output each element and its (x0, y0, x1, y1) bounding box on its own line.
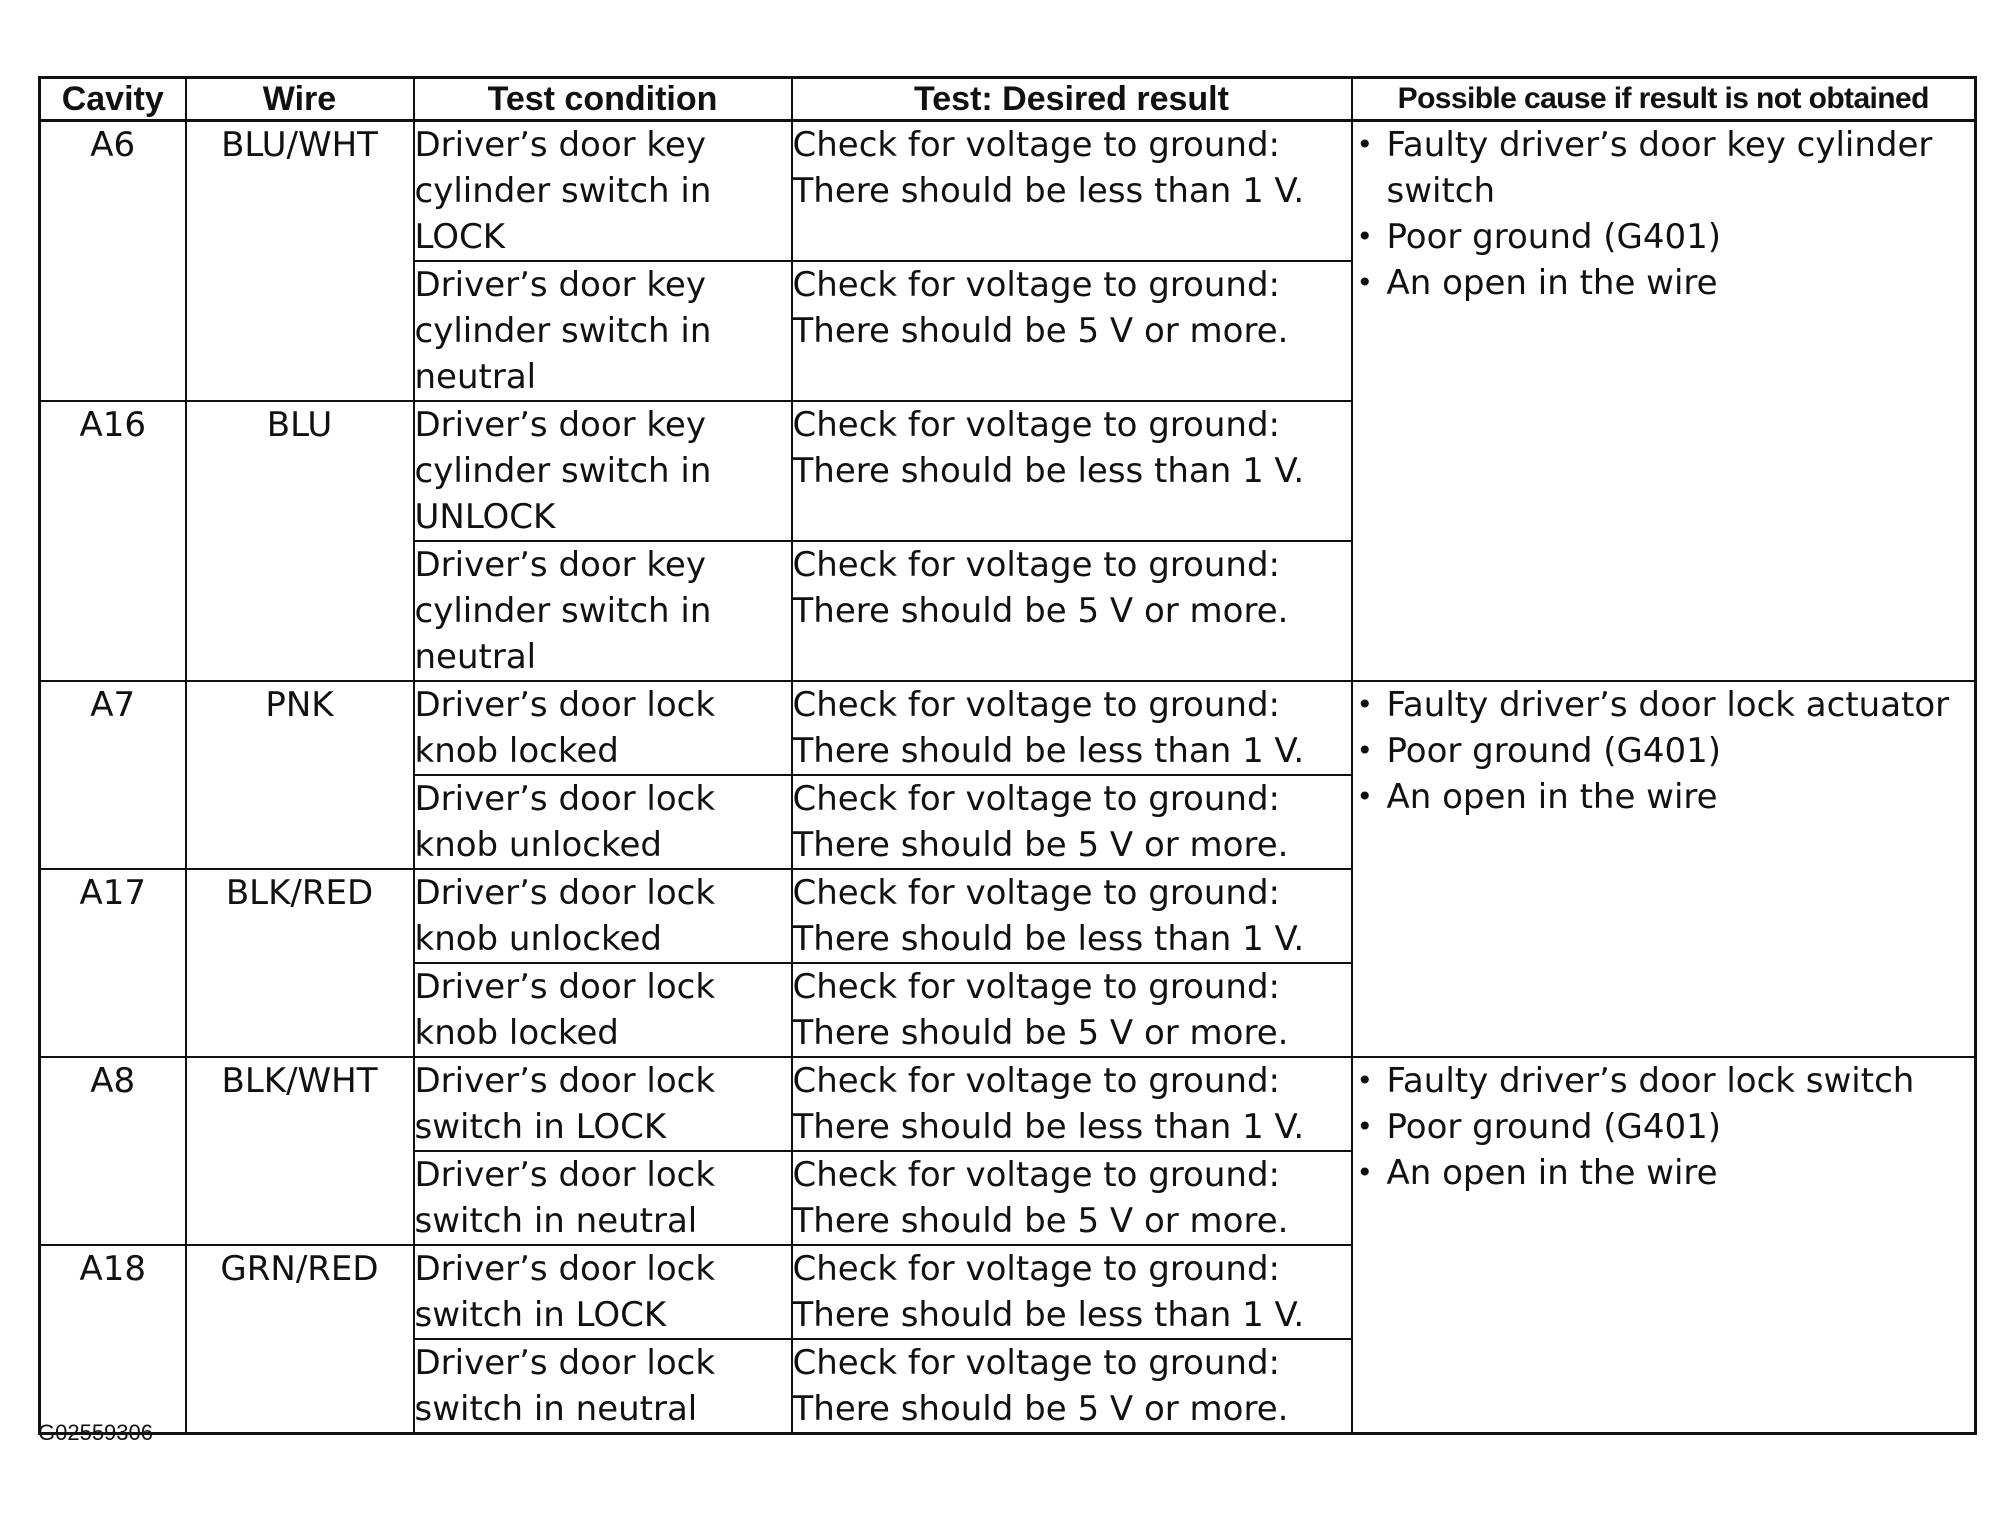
diagnostic-table (38, 76, 1977, 1435)
bullet-icon: • (1356, 1156, 1374, 1189)
result-line: Check for voltage to ground: (792, 1155, 1280, 1195)
wire-cell: BLK/RED (186, 869, 414, 1057)
result-line: There should be less than 1 V. (792, 919, 1305, 959)
list-item (1353, 728, 1975, 774)
cause-list (1353, 1058, 1975, 1196)
result-line: Check for voltage to ground: (792, 405, 1280, 445)
result-line: Check for voltage to ground: (792, 265, 1280, 305)
cause-list (1353, 682, 1975, 820)
table-row (40, 121, 1976, 262)
desired-result-cell (792, 261, 1352, 401)
result-line: There should be less than 1 V. (792, 451, 1305, 491)
cause-list (1353, 122, 1975, 306)
list-item (1353, 122, 1975, 214)
result-line: There should be 5 V or more. (792, 1201, 1289, 1241)
cause-text: Poor ground (G401) (1386, 217, 1722, 257)
desired-result-cell (792, 681, 1352, 775)
wire-cell: GRN/RED (186, 1245, 414, 1434)
result-line: There should be 5 V or more. (792, 825, 1289, 865)
desired-result-cell (792, 775, 1352, 869)
result-line: There should be less than 1 V. (792, 1295, 1305, 1335)
list-item (1353, 214, 1975, 260)
test-condition-cell: Driver’s door key cylinder switch in neutral (414, 261, 792, 401)
desired-result-cell (792, 1151, 1352, 1245)
result-line: There should be 5 V or more. (792, 1013, 1289, 1053)
result-line: Check for voltage to ground: (792, 545, 1280, 585)
wire-cell: BLU/WHT (186, 121, 414, 402)
possible-cause-cell (1352, 681, 1976, 1057)
result-line: There should be 5 V or more. (792, 591, 1289, 631)
figure-code: G02559306 (38, 1420, 153, 1445)
bullet-icon: • (1356, 734, 1374, 767)
cause-text: Poor ground (G401) (1386, 731, 1722, 771)
bullet-icon: • (1356, 780, 1374, 813)
test-condition-cell: Driver’s door lock switch in neutral (414, 1339, 792, 1434)
cause-text: Poor ground (G401) (1386, 1107, 1722, 1147)
list-item (1353, 682, 1975, 728)
bullet-icon: • (1356, 688, 1374, 721)
desired-result-cell (792, 401, 1352, 541)
result-line: Check for voltage to ground: (792, 873, 1280, 913)
table-row (40, 681, 1976, 775)
cause-text: Faulty driver’s door key cylinder switch (1386, 125, 1933, 211)
cavity-cell: A6 (40, 121, 186, 402)
wire-cell: BLK/WHT (186, 1057, 414, 1245)
possible-cause-cell (1352, 121, 1976, 682)
wire-cell: BLU (186, 401, 414, 681)
test-condition-cell: Driver’s door key cylinder switch in neutral (414, 541, 792, 681)
cause-text: An open in the wire (1386, 263, 1718, 303)
cavity-cell: A7 (40, 681, 186, 869)
test-condition-cell: Driver’s door lock knob locked (414, 963, 792, 1057)
result-line: Check for voltage to ground: (792, 1249, 1280, 1289)
result-line: Check for voltage to ground: (792, 779, 1280, 819)
desired-result-cell (792, 1057, 1352, 1151)
result-line: Check for voltage to ground: (792, 967, 1280, 1007)
list-item (1353, 260, 1975, 306)
bullet-icon: • (1356, 220, 1374, 253)
header-cavity: Cavity (40, 78, 186, 121)
cause-text: An open in the wire (1386, 1153, 1718, 1193)
cause-text: Faulty driver’s door lock switch (1386, 1061, 1915, 1101)
list-item (1353, 1150, 1975, 1196)
result-line: Check for voltage to ground: (792, 1343, 1280, 1383)
result-line: There should be 5 V or more. (792, 311, 1289, 351)
cavity-cell: A8 (40, 1057, 186, 1245)
bullet-icon: • (1356, 1064, 1374, 1097)
cavity-cell: A17 (40, 869, 186, 1057)
test-condition-cell: Driver’s door lock knob unlocked (414, 775, 792, 869)
test-condition-cell: Driver’s door lock knob locked (414, 681, 792, 775)
header-wire: Wire (186, 78, 414, 121)
header-possible-cause: Possible cause if result is not obtained (1352, 78, 1976, 121)
result-line: Check for voltage to ground: (792, 125, 1280, 165)
list-item (1353, 1058, 1975, 1104)
list-item (1353, 1104, 1975, 1150)
test-condition-cell: Driver’s door lock switch in LOCK (414, 1245, 792, 1339)
header-row (40, 78, 1976, 121)
result-line: There should be less than 1 V. (792, 1107, 1305, 1147)
cavity-cell: A16 (40, 401, 186, 681)
test-condition-cell: Driver’s door key cylinder switch in UNLOCK (414, 401, 792, 541)
bullet-icon: • (1356, 128, 1374, 161)
desired-result-cell (792, 1339, 1352, 1434)
result-line: Check for voltage to ground: (792, 1061, 1280, 1101)
desired-result-cell (792, 869, 1352, 963)
list-item (1353, 774, 1975, 820)
result-line: There should be less than 1 V. (792, 731, 1305, 771)
result-line: There should be less than 1 V. (792, 171, 1305, 211)
header-desired-result: Test: Desired result (792, 78, 1352, 121)
desired-result-cell (792, 1245, 1352, 1339)
test-condition-cell: Driver’s door key cylinder switch in LOCK (414, 121, 792, 262)
cavity-cell: A18 (40, 1245, 186, 1434)
cause-text: An open in the wire (1386, 777, 1718, 817)
cause-text: Faulty driver’s door lock actuator (1386, 685, 1950, 725)
table-row (40, 1057, 1976, 1151)
desired-result-cell (792, 541, 1352, 681)
result-line: There should be 5 V or more. (792, 1389, 1289, 1429)
desired-result-cell (792, 963, 1352, 1057)
test-condition-cell: Driver’s door lock knob unlocked (414, 869, 792, 963)
result-line: Check for voltage to ground: (792, 685, 1280, 725)
possible-cause-cell (1352, 1057, 1976, 1434)
test-condition-cell: Driver’s door lock switch in neutral (414, 1151, 792, 1245)
header-test-condition: Test condition (414, 78, 792, 121)
test-condition-cell: Driver’s door lock switch in LOCK (414, 1057, 792, 1151)
bullet-icon: • (1356, 1110, 1374, 1143)
bullet-icon: • (1356, 266, 1374, 299)
wire-cell: PNK (186, 681, 414, 869)
desired-result-cell (792, 121, 1352, 262)
